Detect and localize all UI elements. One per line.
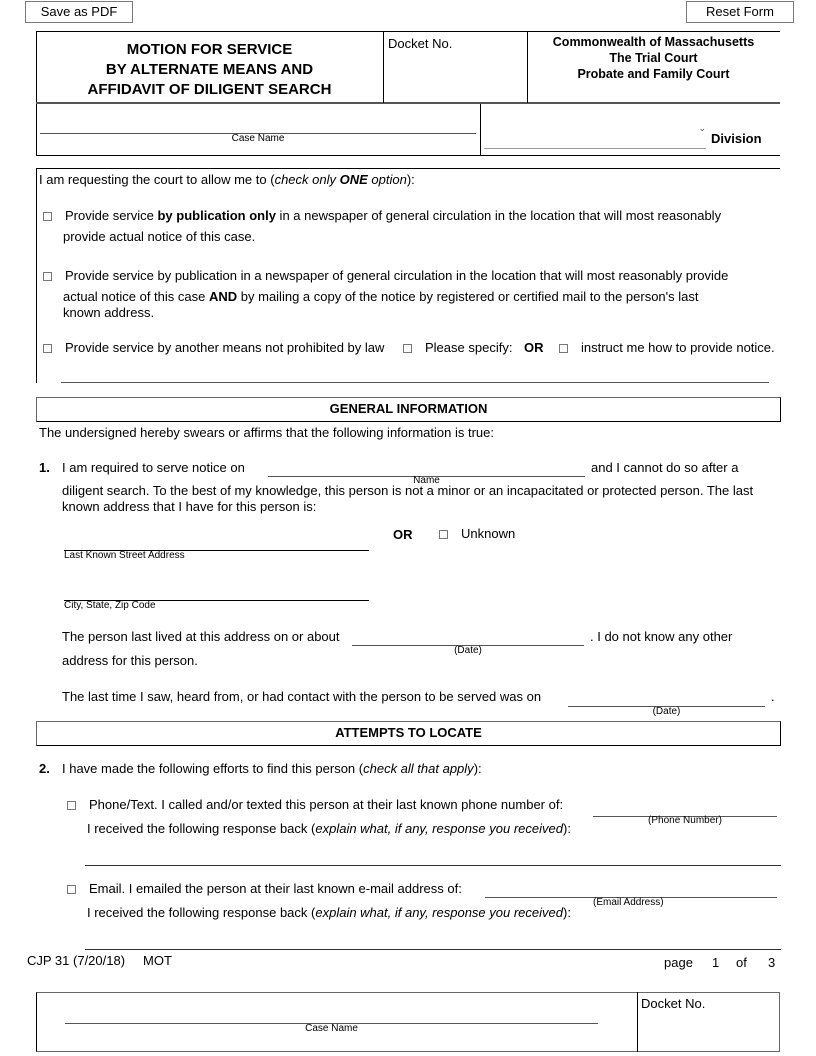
please-specify-checkbox[interactable]: [403, 344, 412, 353]
text: option: [367, 172, 407, 187]
text: ):: [406, 172, 415, 187]
last-contact-period: .: [771, 689, 775, 704]
court-info: [527, 34, 780, 82]
item-1-line2: diligent search. To the best of my knowledge, this person is not a minor or an incapacitated or protected person. The last: [62, 483, 754, 498]
email-response-underline: [85, 949, 781, 950]
footer-box: [36, 992, 780, 1052]
request-intro: [39, 172, 415, 188]
title-line: AFFIDAVIT OF DILIGENT SEARCH: [87, 81, 332, 98]
phone-response-label: [87, 821, 571, 837]
email-checkbox[interactable]: [67, 885, 76, 894]
title-line: BY ALTERNATE MEANS AND: [105, 61, 314, 78]
please-specify-label: Please specify:: [425, 340, 513, 355]
phone-response-field[interactable]: [85, 848, 781, 864]
text: AND: [208, 289, 238, 304]
item-1-line3: known address that I have for this person is:: [62, 499, 317, 514]
lived-at-text-cont: . I do not know any other: [590, 629, 733, 644]
text: check only: [274, 172, 340, 187]
unknown-address-checkbox[interactable]: [439, 530, 448, 539]
text: check all that apply: [363, 761, 474, 776]
lived-at-line2: address for this person.: [62, 653, 198, 668]
text: I am requesting the court to allow me to (: [39, 172, 275, 187]
item-2-text: [62, 761, 482, 777]
divider: [36, 168, 37, 383]
swear-statement: The undersigned hereby swears or affirms that the following information is true:: [39, 425, 494, 440]
footer-case-name-caption: Case Name: [305, 1023, 358, 1034]
divider: [36, 155, 780, 156]
form-code: CJP 31 (7/20/18): [27, 953, 126, 968]
street-address-caption: Last Known Street Address: [64, 550, 185, 561]
phone-response-underline: [85, 865, 781, 866]
option-publication-only-checkbox[interactable]: [43, 212, 52, 221]
email-label: Email. I emailed the person at their last known e-mail address of:: [89, 881, 462, 896]
unknown-address-label: Unknown: [461, 526, 516, 541]
lived-date-caption: (Date): [454, 645, 482, 656]
text: in a newspaper of general circulation in the location that will most reasonably: [275, 208, 722, 223]
person-name-caption: Name: [413, 475, 440, 486]
page-label: page: [664, 955, 693, 970]
phone-number-caption: (Phone Number): [648, 815, 722, 826]
text: Provide service: [65, 208, 158, 223]
footer-case-name-field[interactable]: [65, 1006, 598, 1022]
last-contact-date-caption: (Date): [652, 706, 681, 717]
divider: [637, 992, 638, 1052]
footer-docket-label: Docket No.: [641, 996, 706, 1011]
save-as-pdf-button[interactable]: Save as PDF: [25, 1, 133, 23]
text: ):: [562, 821, 571, 836]
divider: [36, 168, 780, 169]
address-or-label: OR: [393, 527, 413, 542]
title-line: MOTION FOR SERVICE: [126, 41, 293, 58]
text: ):: [562, 905, 571, 920]
docket-label: Docket No.: [388, 36, 453, 51]
street-address-field[interactable]: [64, 534, 369, 550]
text: I received the following response back (: [87, 905, 316, 920]
email-response-field[interactable]: [85, 932, 781, 948]
court-line: Commonwealth of Massachusetts: [552, 35, 755, 49]
court-line: The Trial Court: [609, 51, 698, 65]
item-1-number: 1.: [39, 460, 50, 475]
chevron-down-icon: ⌄: [698, 123, 706, 133]
item-1-text-cont: and I cannot do so after a: [591, 460, 739, 475]
general-information-heading: GENERAL INFORMATION: [36, 397, 781, 422]
email-response-label: [87, 905, 571, 921]
option-publication-only-line2: provide actual notice of this case.: [63, 229, 256, 244]
option-publication-and-mail-label: Provide service by publication in a newspaper of general circulation in the location that will most reasonably provide: [65, 268, 729, 283]
form-type: MOT: [143, 953, 172, 968]
case-name-caption: Case Name: [231, 133, 285, 144]
reset-form-button[interactable]: Reset Form: [686, 1, 794, 23]
item-1-text: I am required to serve notice on: [62, 460, 245, 475]
division-select[interactable]: [484, 123, 706, 147]
option-other-means-label: Provide service by another means not prohibited by law: [65, 340, 385, 355]
page-current: 1: [712, 955, 720, 970]
lived-date-field[interactable]: [352, 628, 584, 644]
docket-number-field[interactable]: [386, 55, 524, 99]
lived-at-text: The person last lived at this address on or about: [62, 629, 340, 644]
attempts-to-locate-heading: ATTEMPTS TO LOCATE: [36, 721, 781, 746]
division-label: Division: [711, 131, 762, 146]
of-label: of: [736, 955, 747, 970]
instruct-me-checkbox[interactable]: [559, 344, 568, 353]
city-state-zip-field[interactable]: [64, 584, 369, 600]
option-publication-and-mail-line2: [63, 289, 698, 305]
instruct-me-label: instruct me how to provide notice.: [581, 340, 775, 355]
form-title: [36, 40, 383, 100]
text: I have made the following efforts to find this person (: [62, 761, 364, 776]
phone-text-checkbox[interactable]: [67, 801, 76, 810]
option-publication-and-mail-line3: known address.: [63, 305, 155, 320]
division-underline: [484, 148, 706, 149]
text: by publication only: [157, 208, 276, 223]
text: ONE: [339, 172, 368, 187]
text: actual notice of this case: [63, 289, 209, 304]
option-other-means-checkbox[interactable]: [43, 344, 52, 353]
text: ):: [473, 761, 482, 776]
person-name-field[interactable]: [268, 459, 585, 475]
email-address-caption: (Email Address): [593, 897, 664, 908]
phone-text-label: Phone/Text. I called and/or texted this person at their last known phone number of:: [89, 797, 564, 812]
option-publication-only-label: [65, 208, 721, 224]
city-state-zip-caption: City, State, Zip Code: [64, 600, 156, 611]
divider: [36, 31, 780, 32]
divider: [36, 102, 780, 104]
item-2-number: 2.: [39, 761, 50, 776]
last-contact-text: The last time I saw, heard from, or had contact with the person to be served was on: [62, 689, 542, 704]
divider: [480, 104, 481, 156]
last-contact-date-field[interactable]: [568, 689, 765, 705]
email-address-field[interactable]: [485, 881, 777, 897]
court-line: Probate and Family Court: [577, 67, 730, 81]
case-name-field[interactable]: [40, 115, 476, 131]
option-publication-and-mail-checkbox[interactable]: [43, 272, 52, 281]
text: explain what, if any, response you received: [315, 821, 563, 836]
page-total: 3: [768, 955, 776, 970]
header-box: [36, 31, 780, 156]
specify-means-underline: [61, 382, 769, 383]
specify-means-field[interactable]: [61, 365, 769, 381]
phone-number-field[interactable]: [593, 800, 777, 816]
footer-docket-number-field[interactable]: [641, 1015, 777, 1045]
or-label: OR: [524, 340, 544, 355]
divider: [383, 31, 384, 103]
text: by mailing a copy of the notice by registered or certified mail to the person's last: [237, 289, 699, 304]
text: explain what, if any, response you received: [315, 905, 563, 920]
text: I received the following response back (: [87, 821, 316, 836]
